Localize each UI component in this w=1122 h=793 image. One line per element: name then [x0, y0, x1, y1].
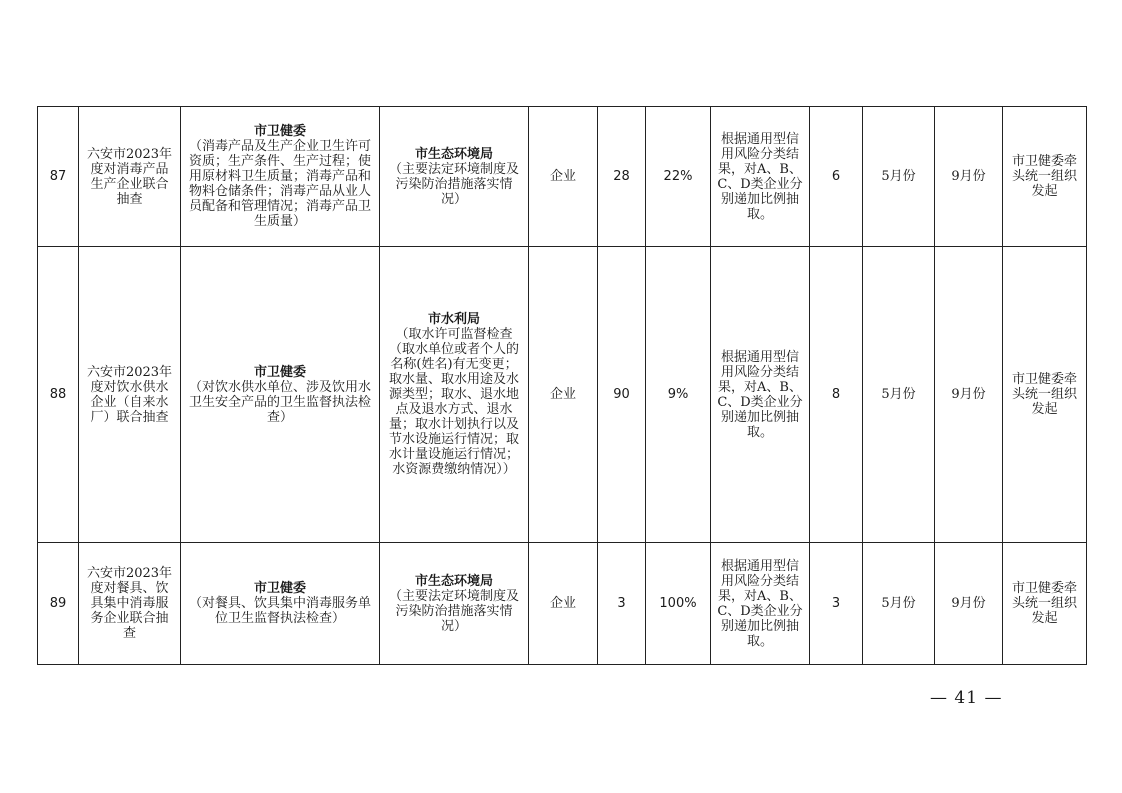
remark: 市卫健委牵头统一组织发起	[1003, 107, 1087, 247]
sample-count: 3	[810, 543, 863, 665]
initiator-cell	[181, 543, 380, 665]
sampling-method: 根据通用型信用风险分类结果，对A、B、C、D类企业分别递加比例抽取。	[711, 247, 810, 543]
row-number: 87	[38, 107, 79, 247]
initiator-dept: 市卫健委	[253, 581, 306, 596]
initiator-items: （消毒产品及生产企业卫生许可资质；生产条件、生产过程；使用原材料卫生质量；消毒产品和物料仓储条件；消毒产品从业人员配备和管理情况；消毒产品卫生质量）	[188, 139, 371, 229]
object-count: 28	[598, 107, 646, 247]
initiator-items: （对饮水供水单位、涉及饮用水卫生安全产品的卫生监督执法检查）	[188, 379, 371, 425]
row-number: 89	[38, 543, 79, 665]
partner-items: （取水许可监督检查（取水单位或者个人的名称(姓名)有无变更；取水量、取水用途及水源类型；取水、退水地点及退水方式、退水量；取水计划执行以及节水设施运行情况；取水计量设施运行情况；水资源费缴纳情况））	[388, 327, 519, 477]
table-row	[38, 543, 1087, 665]
sampling-method: 根据通用型信用风险分类结果，对A、B、C、D类企业分别递加比例抽取。	[711, 543, 810, 665]
task-name: 六安市2023年度对饮水供水企业（自来水厂）联合抽查	[79, 247, 181, 543]
sample-count: 8	[810, 247, 863, 543]
start-month: 5月份	[863, 543, 935, 665]
sampling-ratio: 9%	[646, 247, 711, 543]
remark: 市卫健委牵头统一组织发起	[1003, 247, 1087, 543]
start-month: 5月份	[863, 247, 935, 543]
sampling-ratio: 100%	[646, 543, 711, 665]
sampling-ratio: 22%	[646, 107, 711, 247]
partner-dept: 市生态环境局	[414, 573, 493, 589]
partner-cell	[380, 247, 529, 543]
end-month: 9月份	[935, 247, 1003, 543]
end-month: 9月份	[935, 107, 1003, 247]
sample-count: 6	[810, 107, 863, 247]
task-name: 六安市2023年度对消毒产品生产企业联合抽查	[79, 107, 181, 247]
initiator-cell	[181, 247, 380, 543]
object-type: 企业	[529, 247, 598, 543]
start-month: 5月份	[863, 107, 935, 247]
initiator-items: （对餐具、饮具集中消毒服务单位卫生监督执法检查）	[188, 596, 371, 626]
partner-cell	[380, 107, 529, 247]
inspection-plan-table	[37, 106, 1087, 665]
object-type: 企业	[529, 543, 598, 665]
initiator-cell	[181, 107, 380, 247]
partner-items: （主要法定环境制度及污染防治措施落实情况）	[388, 588, 519, 634]
sampling-method: 根据通用型信用风险分类结果，对A、B、C、D类企业分别递加比例抽取。	[711, 107, 810, 247]
table-row	[38, 247, 1087, 543]
partner-dept: 市生态环境局	[414, 146, 493, 162]
remark: 市卫健委牵头统一组织发起	[1003, 543, 1087, 665]
table-row	[38, 107, 1087, 247]
object-count: 90	[598, 247, 646, 543]
initiator-dept: 市卫健委	[253, 124, 306, 139]
page-number: — 41 —	[930, 688, 1003, 708]
initiator-dept: 市卫健委	[253, 364, 306, 380]
object-count: 3	[598, 543, 646, 665]
partner-items: （主要法定环境制度及污染防治措施落实情况）	[388, 161, 519, 207]
partner-dept: 市水利局	[427, 312, 480, 327]
task-name: 六安市2023年度对餐具、饮具集中消毒服务企业联合抽查	[79, 543, 181, 665]
partner-cell	[380, 543, 529, 665]
row-number: 88	[38, 247, 79, 543]
end-month: 9月份	[935, 543, 1003, 665]
object-type: 企业	[529, 107, 598, 247]
